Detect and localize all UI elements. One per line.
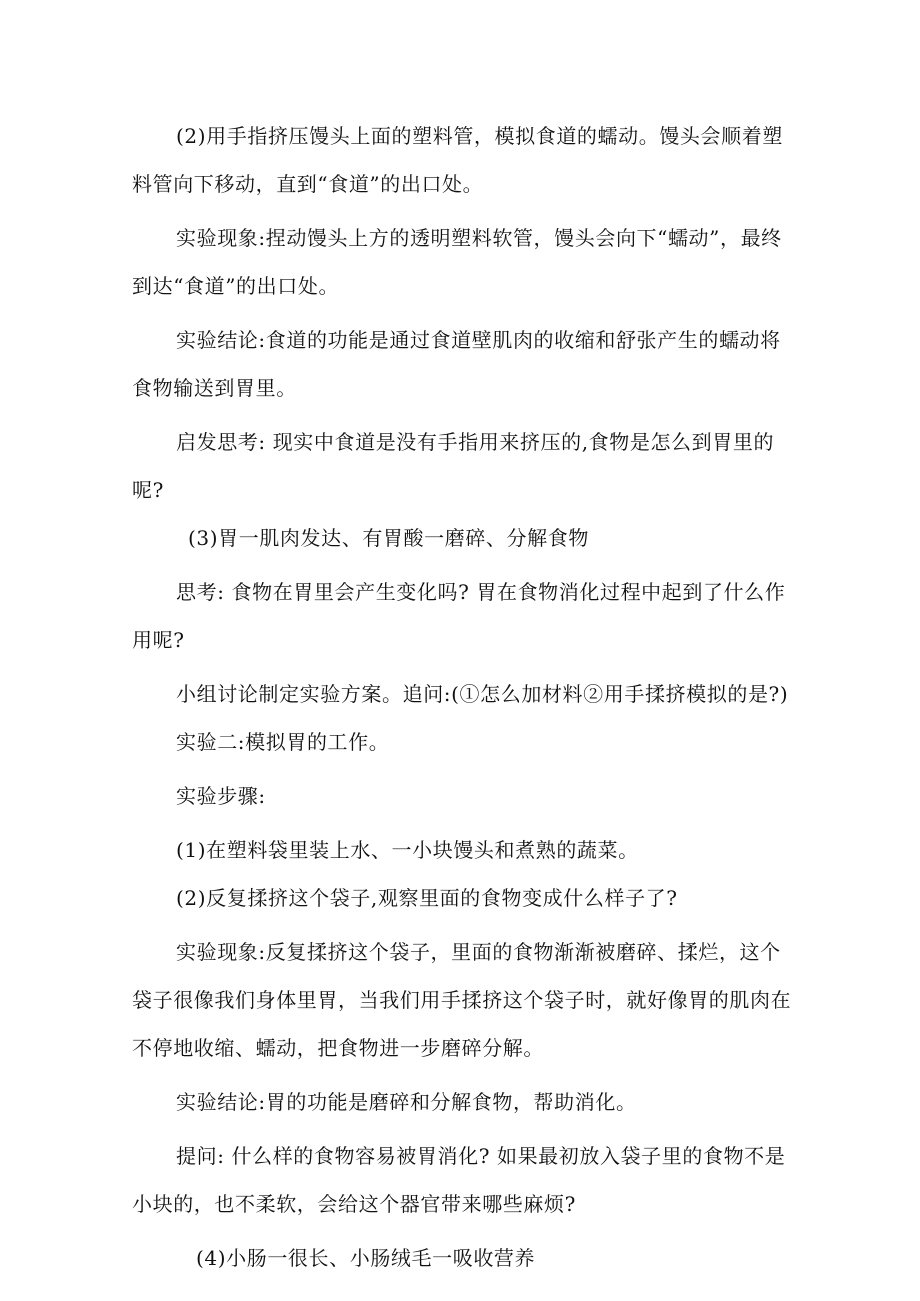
paragraph-conclusion-stomach: 实验结论:胃的功能是磨碎和分解食物，帮助消化。 xyxy=(176,1090,637,1114)
paragraph-thinking-stomach: 思考: 食物在胃里会产生变化吗? 胃在食物消化过程中起到了什么作用呢? xyxy=(132,580,786,652)
paragraph-conclusion-esophagus: 实验结论:食道的功能是通过食道壁肌肉的收缩和舒张产生的蠕动将食物输送到胃里。 xyxy=(132,328,781,400)
paragraph-heading-stomach: (3)胃一肌肉发达、有胃酸一磨碎、分解食物 xyxy=(188,526,589,550)
paragraph-step-2-squeeze: (2)用手指挤压馒头上面的塑料管，模拟食道的蠕动。馒头会顺着塑料管向下移动，直到“食道”的出口处。 xyxy=(132,124,783,196)
paragraph-phenomenon-esophagus: 实验现象:捏动馒头上方的透明塑料软管，馒头会向下“蠕动”，最终到达“食道”的出口处。 xyxy=(132,226,782,298)
paragraph-question-digestion: 提问: 什么样的食物容易被胃消化? 如果最初放入袋子里的食物不是小块的，也不柔软，会给这个器官带来哪些麻烦? xyxy=(132,1144,786,1216)
document-body xyxy=(132,112,800,1282)
paragraph-step-1-bag: (1)在塑料袋里装上水、一小块馒头和煮熟的蔬菜。 xyxy=(176,838,639,862)
paragraph-experiment-steps: 实验步骤: xyxy=(176,784,266,808)
paragraph-thinking-prompt: 启发思考: 现实中食道是没有手指用来挤压的,食物是怎么到胃里的呢? xyxy=(132,430,775,502)
paragraph-phenomenon-stomach: 实验现象:反复揉挤这个袋子，里面的食物渐渐被磨碎、揉烂，这个袋子很像我们身体里胃，当我们用手揉挤这个袋子时，就好像胃的肌肉在不停地收缩、蠕动，把食物进一步磨碎分解。 xyxy=(132,940,792,1060)
paragraph-group-discussion: 小组讨论制定实验方案。追问:(①怎么加材料②用手揉挤模拟的是?) xyxy=(176,682,789,706)
paragraph-step-2-knead: (2)反复揉挤这个袋子,观察里面的食物变成什么样子了? xyxy=(176,886,678,910)
paragraph-heading-small-intestine: (4)小肠一很长、小肠绒毛一吸收营养 xyxy=(196,1246,536,1270)
paragraph-experiment-two: 实验二:模拟胃的工作。 xyxy=(176,730,390,754)
